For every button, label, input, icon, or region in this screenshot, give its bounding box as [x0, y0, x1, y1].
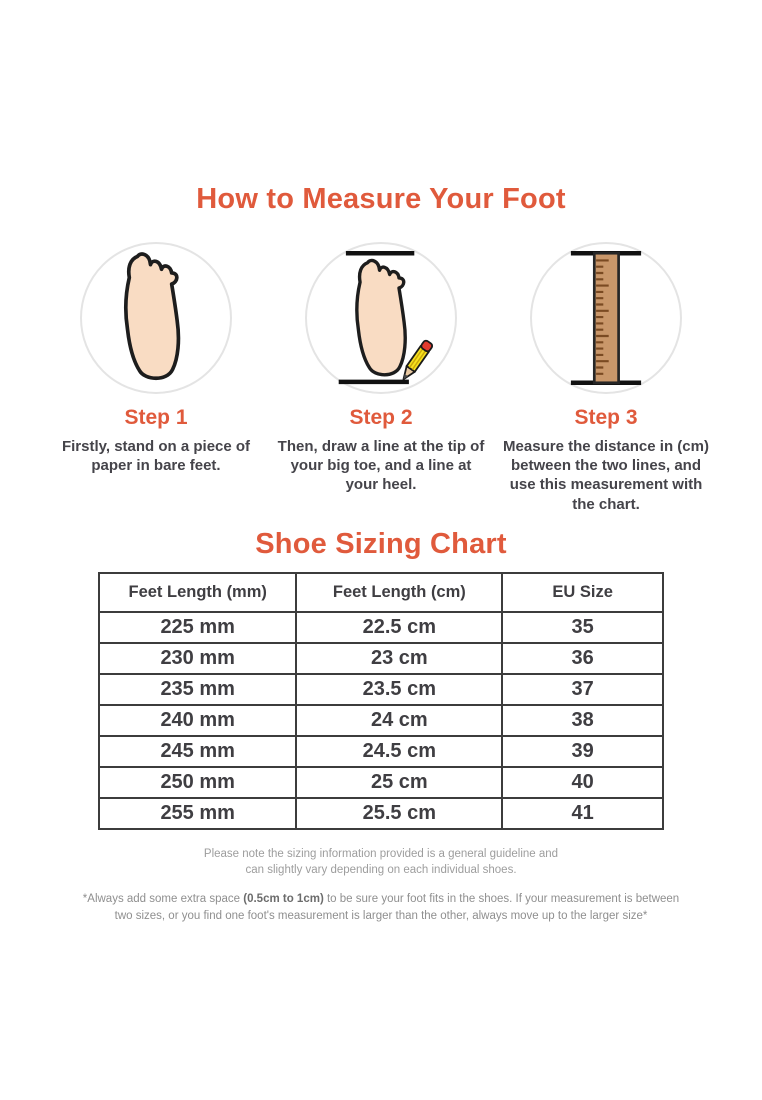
- size-cell-mm: 230 mm: [99, 643, 296, 674]
- table-row: [99, 767, 663, 798]
- size-cell-mm: 255 mm: [99, 798, 296, 829]
- column-header-eu: EU Size: [502, 573, 663, 612]
- table-header-row: [99, 573, 663, 612]
- size-cell-mm: 250 mm: [99, 767, 296, 798]
- size-cell-eu: 36: [502, 643, 663, 674]
- table-row: [99, 798, 663, 829]
- step-circle-2: [305, 242, 457, 394]
- step-description: Then, draw a line at the tip of your big toe, and a line at your heel.: [277, 438, 485, 494]
- column-header-mm: Feet Length (mm): [99, 573, 296, 612]
- note-guideline: [0, 846, 762, 879]
- foot-pencil-icon: [326, 246, 436, 390]
- size-cell-cm: 24 cm: [296, 705, 502, 736]
- step-label: Step 2: [349, 406, 413, 429]
- table-row: [99, 736, 663, 767]
- note-extra-prefix: *Always add some extra space: [82, 893, 244, 906]
- table-row: [99, 612, 663, 643]
- size-cell-eu: 37: [502, 674, 663, 705]
- size-cell-cm: 22.5 cm: [296, 612, 502, 643]
- size-cell-mm: 225 mm: [99, 612, 296, 643]
- table-row: [99, 674, 663, 705]
- step-description: Measure the distance in (cm) between the two lines, and use this measurement with the chart.: [503, 438, 709, 513]
- table-row: [99, 643, 663, 674]
- size-cell-eu: 40: [502, 767, 663, 798]
- column-header-cm: Feet Length (cm): [296, 573, 502, 612]
- step-label: Step 1: [124, 406, 188, 429]
- size-cell-cm: 24.5 cm: [296, 736, 502, 767]
- size-cell-mm: 235 mm: [99, 674, 296, 705]
- table-row: [99, 705, 663, 736]
- size-cell-mm: 245 mm: [99, 736, 296, 767]
- ruler-icon: [551, 246, 661, 390]
- note-extra-bold: (0.5cm to 1cm): [243, 893, 324, 906]
- step-column-2: [272, 242, 490, 514]
- note-extra-space: [81, 891, 681, 924]
- size-cell-cm: 25 cm: [296, 767, 502, 798]
- size-cell-mm: 240 mm: [99, 705, 296, 736]
- size-cell-cm: 23.5 cm: [296, 674, 502, 705]
- barefoot-icon: [108, 249, 204, 387]
- size-cell-eu: 38: [502, 705, 663, 736]
- step-column-1: [47, 242, 265, 514]
- size-cell-cm: 25.5 cm: [296, 798, 502, 829]
- note-guideline-line2: can slightly vary depending on each individual shoes.: [245, 864, 517, 877]
- step-column-3: [497, 242, 715, 514]
- step-label: Step 3: [574, 406, 638, 429]
- step-circle-3: [530, 242, 682, 394]
- note-extra-suffix: to be sure your foot fits in the shoes. If your measurement is between two sizes, or you find one foot's measurement is larger than the other, always move up to the larger size*: [114, 893, 680, 922]
- chart-title: Shoe Sizing Chart: [255, 527, 507, 560]
- note-guideline-line1: Please note the sizing information provided is a general guideline and: [203, 847, 559, 860]
- step-description: Firstly, stand on a piece of paper in bare feet.: [61, 438, 251, 475]
- size-cell-eu: 35: [502, 612, 663, 643]
- steps-row: [47, 242, 715, 514]
- page-title: How to Measure Your Foot: [196, 183, 566, 215]
- shoe-size-table: [98, 572, 664, 830]
- step-circle-1: [80, 242, 232, 394]
- size-cell-cm: 23 cm: [296, 643, 502, 674]
- size-cell-eu: 41: [502, 798, 663, 829]
- size-cell-eu: 39: [502, 736, 663, 767]
